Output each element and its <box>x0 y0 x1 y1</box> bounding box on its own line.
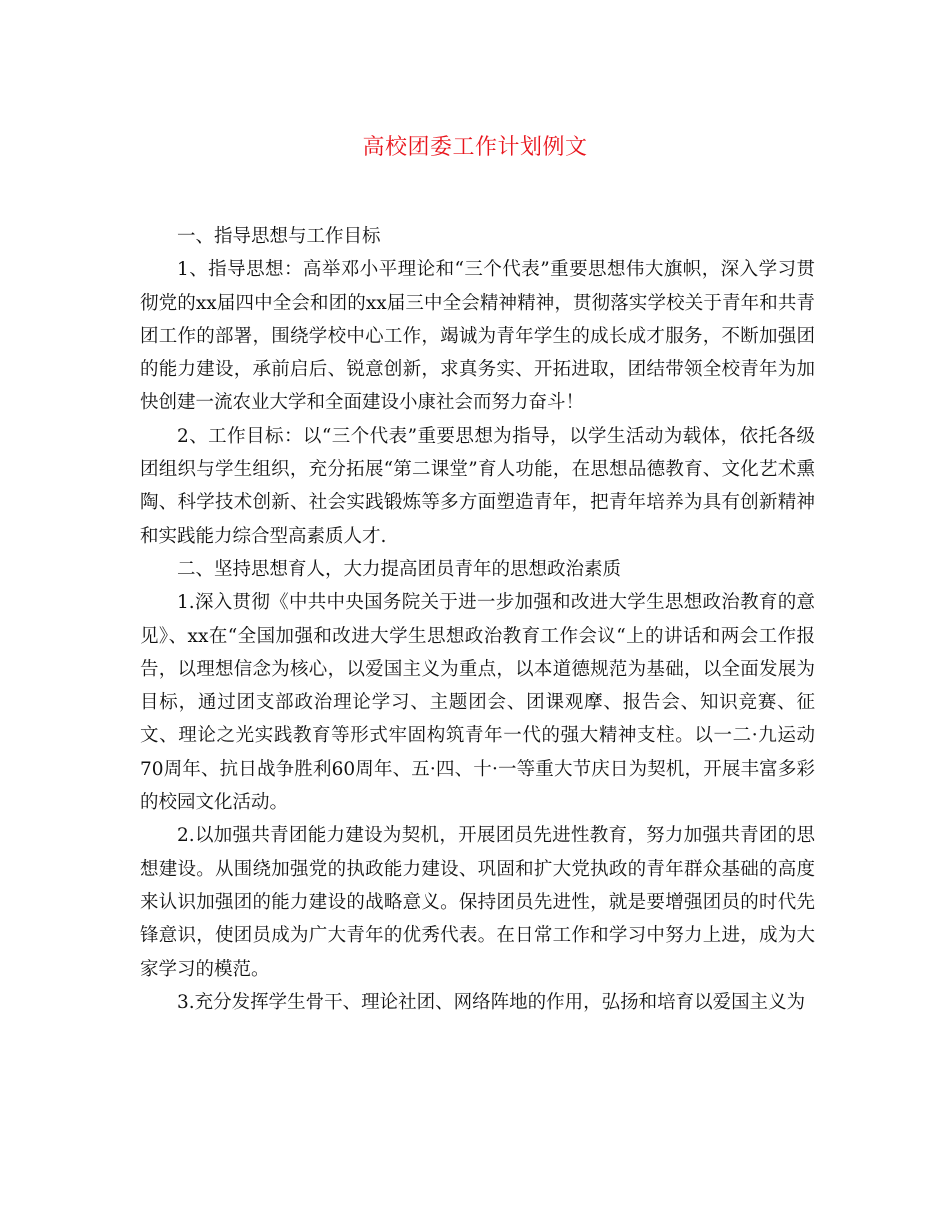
section-heading-1: 一、指导思想与工作目标 <box>177 226 381 247</box>
document-title: 高校团委工作计划例文 <box>362 135 588 160</box>
paragraph-work-goal: 2、工作目标：以“三个代表”重要思想为指导，以学生活动为载体，依托各级团组织与学生组织，充分拓展“第二课堂”育人功能，在思想品德教育、文化艺术熏陶、科学技术创新、社会实践锻炼等多方面塑造青年，把青年培养为具有创新精神和实践能力综合型高素质人才. <box>140 425 815 547</box>
section-heading-2: 二、坚持思想育人，大力提高团员青年的思想政治素质 <box>177 558 622 580</box>
paragraph-item-3: 3.充分发挥学生骨干、理论社团、网络阵地的作用，弘扬和培育以爱国主义为 <box>177 991 806 1013</box>
paragraph-item-2: 2.以加强共青团能力建设为契机，开展团员先进性教育，努力加强共青团的思想建设。从围绕加强党的执政能力建设、巩固和扩大党执政的青年群众基础的高度来认识加强团的能力建设的战略意义。保持团员先进性，就是要增强团员的时代先锋意识，使团员成为广大青年的优秀代表。在日常工作和学习中努力上进，成为大家学习的模范。 <box>140 825 815 980</box>
paragraph-guiding-thought: 1、指导思想：高举邓小平理论和“三个代表”重要思想伟大旗帜，深入学习贯彻党的xx届四中全会和团的xx届三中全会精神精神，贯彻落实学校关于青年和共青团工作的部署，围绕学校中心工作，竭诚为青年学生的成长成才服务，不断加强团的能力建设，承前启后、锐意创新，求真务实、开拓进取，团结带领全校青年为加快创建一流农业大学和全面建设小康社会而努力奋斗！ <box>140 259 815 414</box>
document-body <box>140 220 815 1019</box>
paragraph-item-1: 1.深入贯彻《中共中央国务院关于进一步加强和改进大学生思想政治教育的意见》、xx在“全国加强和改进大学生思想政治教育工作会议“上的讲话和两会工作报告，以理想信念为核心，以爱国主义为重点，以本道德规范为基础，以全面发展为目标，通过团支部政治理论学习、主题团会、团课观摩、报告会、知识竞赛、征文、理论之光实践教育等形式牢固构筑青年一代的强大精神支柱。以一二·九运动70周年、抗日战争胜利60周年、五·四、十·一等重大节庆日为契机，开展丰富多彩的校园文化活动。 <box>140 592 815 814</box>
